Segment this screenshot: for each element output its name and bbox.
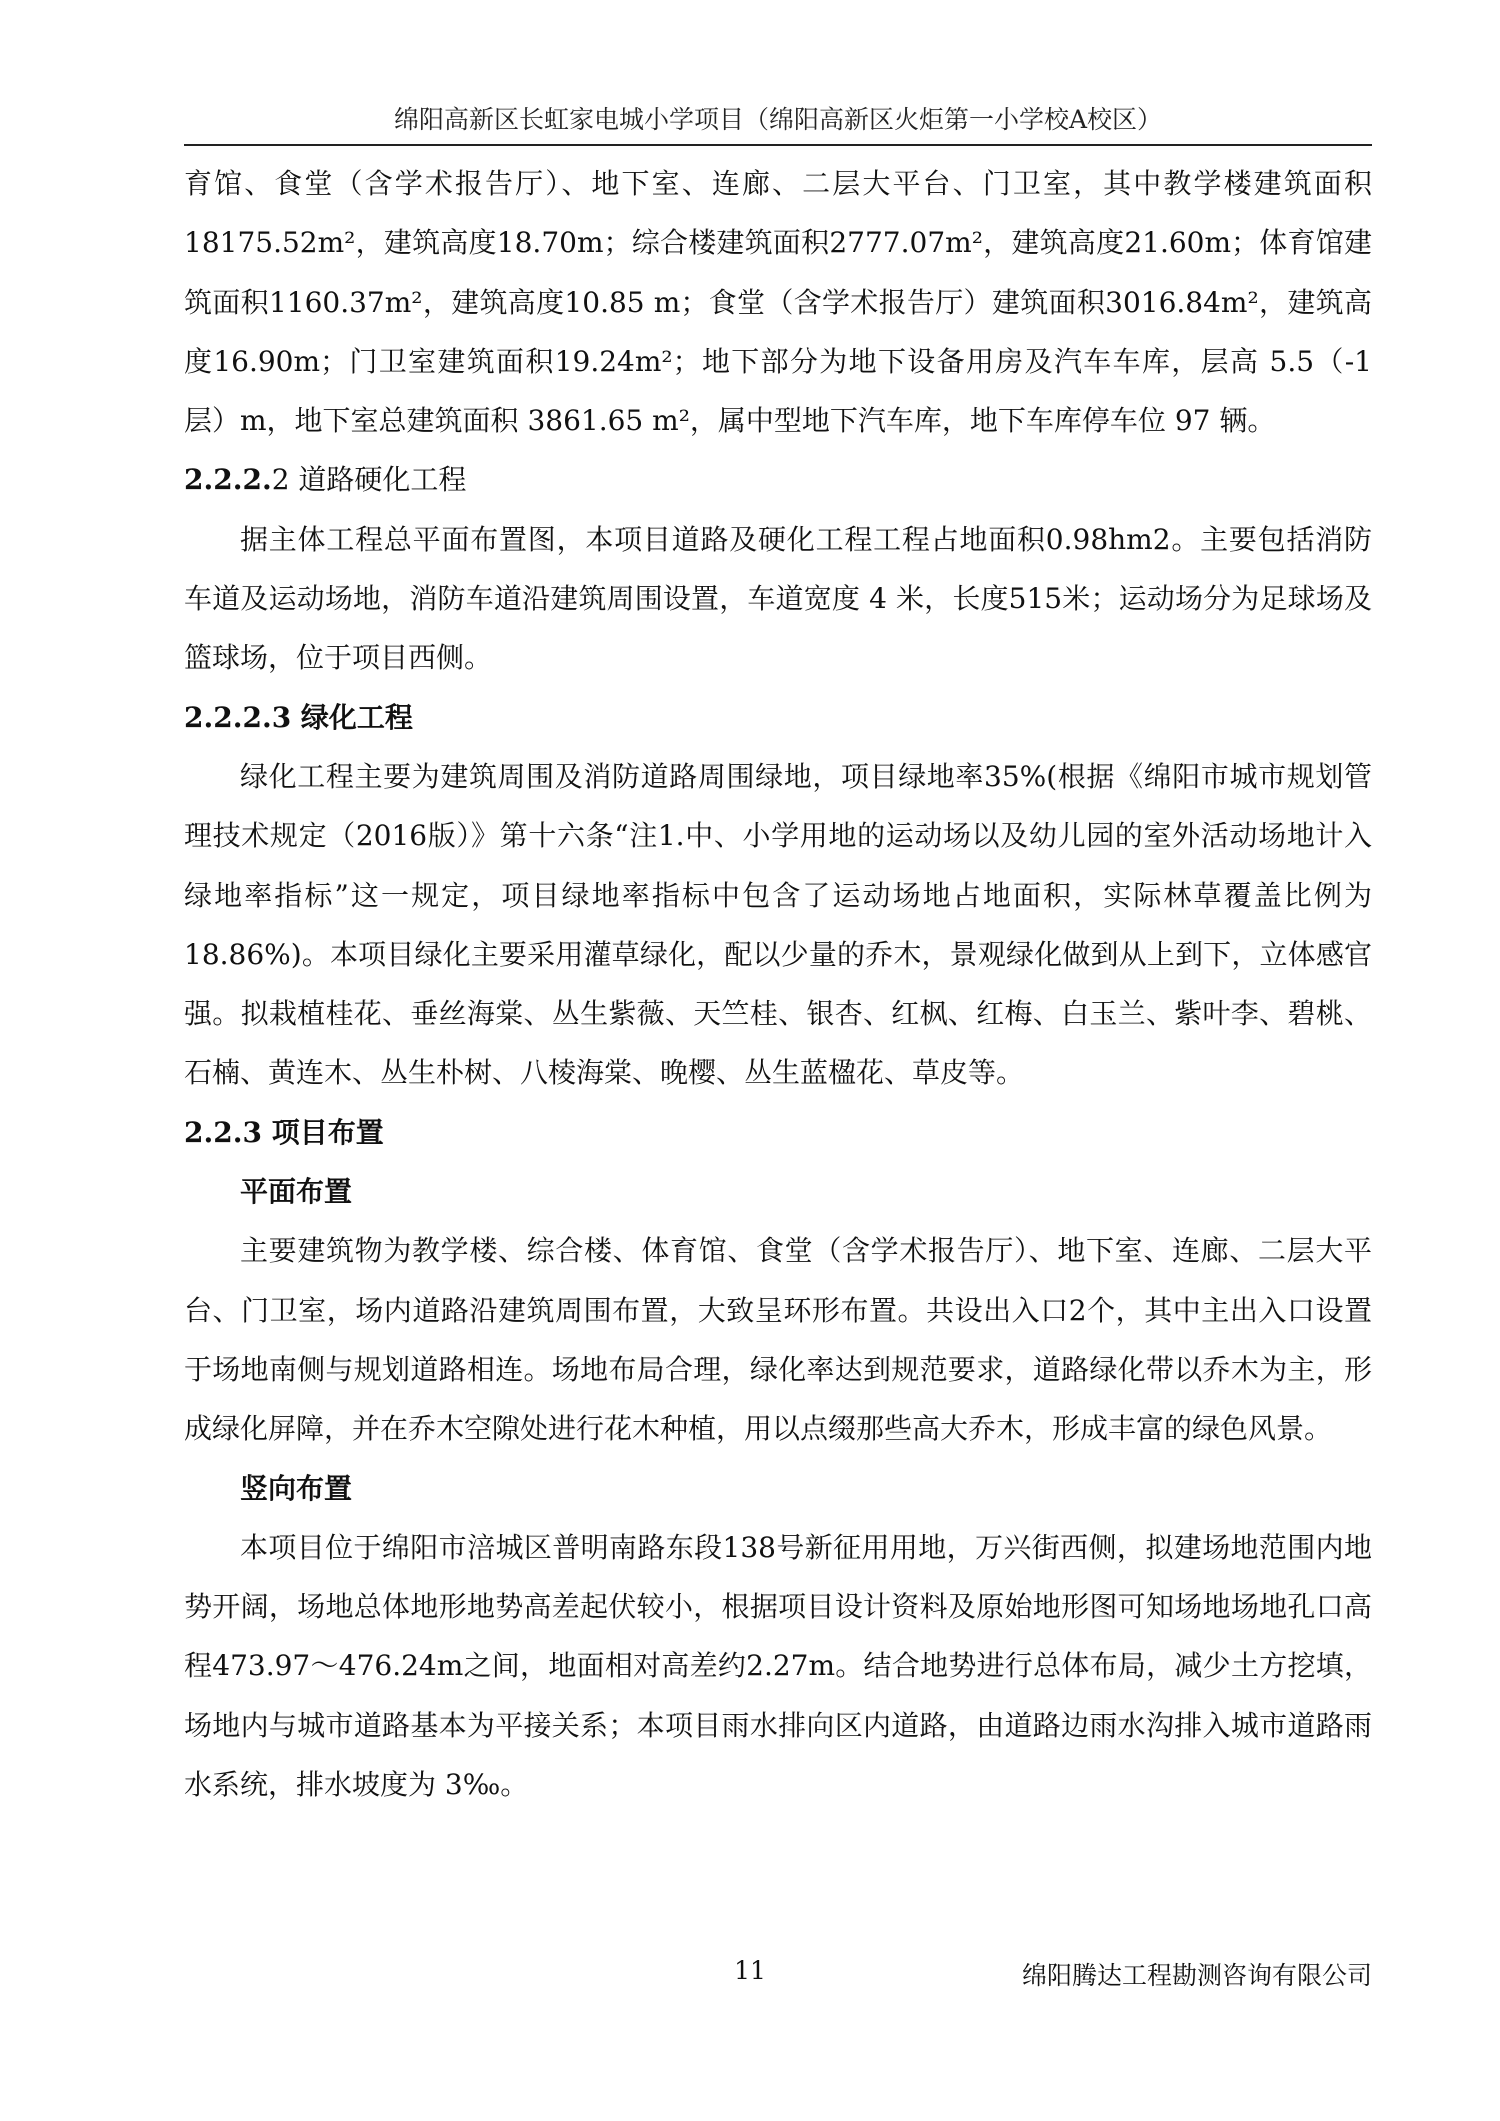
heading-road-hardening	[184, 450, 1372, 509]
running-header: 绵阳高新区长虹家电城小学项目（绵阳高新区火炬第一小学校A校区）	[393, 105, 1163, 134]
paragraph-plan-layout: 主要建筑物为教学楼、综合楼、体育馆、食堂（含学术报告厅）、地下室、连廊、二层大平台、门卫室，场内道路沿建筑周围布置，大致呈环形布置。共设出入口2个，其中主出入口设置于场地南侧与规划道路相连。场地布局合理，绿化率达到规范要求，道路绿化带以乔木为主，形成绿化屏障，并在乔木空隙处进行花木种植，用以点缀那些高大乔木，形成丰富的绿色风景。	[184, 1234, 1372, 1446]
paragraph-buildings: 育馆、食堂（含学术报告厅）、地下室、连廊、二层大平台、门卫室，其中教学楼建筑面积18175.52m²，建筑高度18.70m；综合楼建筑面积2777.07m²，建筑高度21.60m；体育馆建筑面积1160.37m²，建筑高度10.85 m；食堂（含学术报告厅）建筑面积3016.84m²，建筑高度16.90m；门卫室建筑面积19.24m²；地下部分为地下设备用房及汽车车库，层高 5.5（-1 层）m，地下室总建筑面积 3861.65 m²，属中型地下汽车库，地下车库停车位 97 辆。	[184, 167, 1372, 438]
footer-company: 绵阳腾达工程勘测咨询有限公司	[1021, 1961, 1372, 1990]
heading-road-title: 2 道路硬化工程	[271, 463, 467, 497]
paragraph-vertical-layout: 本项目位于绵阳市涪城区普明南路东段138号新征用用地，万兴街西侧，拟建场地范围内地势开阔，场地总体地形地势高差起伏较小，根据项目设计资料及原始地形图可知场地场地孔口高程473.97～476.24m之间，地面相对高差约2.27m。结合地势进行总体布局，减少土方挖填，场地内与城市道路基本为平接关系；本项目雨水排向区内道路，由道路边雨水沟排入城市道路雨水系统，排水坡度为 3‰。	[184, 1530, 1372, 1802]
heading-road-number: 2.2.2.	[184, 463, 272, 497]
paragraph-road: 据主体工程总平面布置图，本项目道路及硬化工程工程占地面积0.98hm2。主要包括消防车道及运动场地，消防车道沿建筑周围设置，车道宽度 4 米，长度515米；运动场分为足球场及篮球场，位于项目西侧。	[184, 522, 1372, 675]
heading-greening: 2.2.2.3 绿化工程	[184, 700, 413, 734]
header-divider	[184, 144, 1372, 146]
page-number: 11	[734, 1956, 766, 1985]
heading-plan-layout: 平面布置	[240, 1175, 353, 1209]
heading-vertical-layout: 竖向布置	[240, 1471, 353, 1505]
paragraph-greening: 绿化工程主要为建筑周围及消防道路周围绿地，项目绿地率35%(根据《绵阳市城市规划管理技术规定（2016版）》第十六条“注1.中、小学用地的运动场以及幼儿园的室外活动场地计入绿地率指标”这一规定，项目绿地率指标中包含了运动场地占地面积，实际林草覆盖比例为18.86%)。本项目绿化主要采用灌草绿化，配以少量的乔木，景观绿化做到从上到下，立体感官强。拟栽植桂花、垂丝海棠、丛生紫薇、天竺桂、银杏、红枫、红梅、白玉兰、紫叶李、碧桃、石楠、黄连木、丛生朴树、八棱海棠、晚樱、丛生蓝楹花、草皮等。	[184, 759, 1372, 1090]
page-body	[184, 154, 1372, 1814]
heading-project-layout: 2.2.3 项目布置	[184, 1115, 384, 1149]
